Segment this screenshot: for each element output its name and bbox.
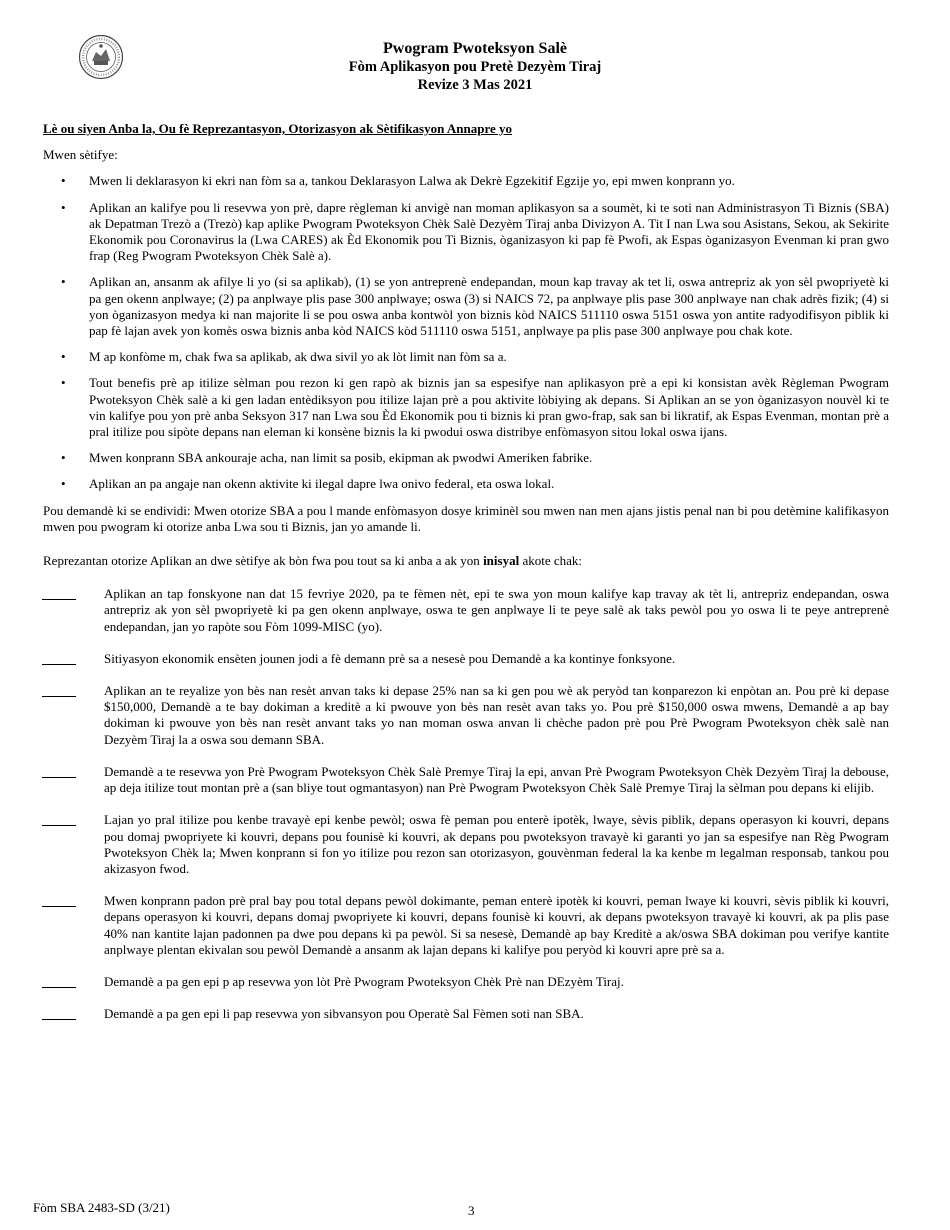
initial-blank-field[interactable]: [42, 1019, 76, 1020]
list-item: • Aplikan an kalifye pou li resevwa yon prè, dapre règleman ki anvigè nan moman aplikasyon sa a soumèt, ki te soti nan Administrasyon Ti Biznis (SBA) ak Depatman Trezò a (Trezò) kap aplike Pwogram Pwoteksyon Chèk Salè Dezyèm Tiraj anba Divizyon A. Tit I nan Lwa sou Asistans, Sekou, ak Sekirite Ekonomik pou Coronavirus la (Lwa CARES) ak Èd Ekonomik pou Ti Biznis, òganizasyon ki pap fè Pwofi, ak Espas òganizasyon Evenman ki pran gwo frap (Reg Pwogram Pwoteksyon Chèk Salè a).: [61, 199, 889, 264]
bullet-icon: •: [61, 349, 66, 365]
representative-paragraph: Reprezantan otorize Aplikan an dwe sètifye ak bòn fwa pou tout sa ki anba a ak yon inisyal akote chak:: [43, 553, 582, 569]
form-subtitle: Fòm Aplikasyon pou Pretè Dezyèm Tiraj: [348, 59, 602, 75]
initial-certification-item: Sitiyasyon ekonomik ensèten jounen jodi a fè demann prè sa a nesesè pou Demandè a ka kontinye fonksyone.: [43, 651, 889, 667]
certification-bullet-list: [43, 173, 889, 492]
bullet-icon: •: [61, 274, 66, 290]
bullet-icon: •: [61, 173, 66, 189]
initial-certification-item: Lajan yo pral itilize pou kenbe travayè epi kenbe pewòl; oswa fè peman pou enterè ipotèk, lwaye, sèvis piblik, depans operasyon ki kouvri, depans pou domaj pwopriyete ki kouvri, depans pou founisè ki kouvri, ak depans pou pwoteksyon travayè ki garanti yo jan sa espesifye nan Règ Pwogram Pwoteksyon Chèk la; Mwen konprann si fon yo itilize pou rezon san otorizasyon, gouvènman federal la ka kenbe m legalman responsab, tankou pou akizasyon fwod.: [43, 812, 889, 877]
initial-blank-field[interactable]: [42, 777, 76, 778]
initial-certification-item: Aplikan an te reyalize yon bès nan resèt anvan taks ki depase 25% nan sa ki gen pou wè ak peryòd tan konparezon ki enpòtan an. Pou prè ki depase $150,000, Demandè a te bay dokiman a kreditè a ki pwouve yon bès nan resèt avan taks yo. Pou prè $150,000 oswa mwens, Demandè a ap bay dokiman ki pwouve yon bès nan resèt anvant taks yo nan moman oswa anvan li chèche padon prè pou Prè Pwogram Pwoteksyon chèk salè nan Dezyèm Tiraj la a oswa sou demann SBA.: [43, 683, 889, 748]
individual-applicant-paragraph: Pou demandè ki se endividi: Mwen otorize SBA a pou l mande enfòmasyon dosye kriminèl sou mwen nan men ajans jistis penal nan bi pou detèmine kalifikasyon mwen pou pwogram ki otorize anba Lwa sou ti Biznis, jan yo amande li.: [43, 502, 889, 534]
initial-blank-field[interactable]: [42, 825, 76, 826]
list-item: • Tout benefis prè ap itilize sèlman pou rezon ki gen rapò ak biznis jan sa espesifye nan aplikasyon prè a epi ki konsistan avèk Règleman Pwogram Pwoteksyon Chèk salè a ki gen ladan entèdiksyon pou itilize lajan prè a pou aktivite lòbiying ak depans. Si Aplikan an se yon òganizasyon nouvèl ki te vin kalifye pou yon prè anba Seksyon 317 nan Lwa sou Èd Ekonomik pou ti biznis ki pran gwo-frap, sak san bi likratif, ak Espas Evenman, montan prè a pral itilize pou sipòte depans nan eleman ki konsène biznis la ki pwodui oswa distribye enfòmasyon sitou lokal oswa ijans.: [61, 375, 889, 440]
list-item: • Mwen li deklarasyon ki ekri nan fòm sa a, tankou Deklarasyon Lalwa ak Dekrè Egzekitif Egzije yo, epi mwen konprann yo.: [61, 173, 735, 189]
initial-blank-field[interactable]: [42, 987, 76, 988]
initial-certification-item: Aplikan an tap fonskyone nan dat 15 fevriye 2020, pa te fèmen nèt, epi te swa yon moun kalifye kap travay ak tèt li, antrepriz endepandan, oswa antrepriz ak yon sèl pwopriyetè ki pa gen okenn anplwaye, oswa te gen anplwaye li te peye salè ak taks pewòl pou yo oswa li te peye antreprenè endepandan, jan yo rapòte sou Fòm 1099-MISC (yo).: [43, 586, 889, 635]
form-header: [0, 40, 950, 94]
form-id-footer: Fòm SBA 2483-SD (3/21): [33, 1200, 170, 1215]
certify-intro: Mwen sètifye:: [43, 147, 118, 163]
bullet-icon: •: [61, 375, 66, 391]
list-item: • Aplikan an pa angaje nan okenn aktivite ki ilegal dapre lwa onivo federal, eta oswa lokal.: [61, 476, 555, 492]
section-title: Lè ou siyen Anba la, Ou fè Reprezantasyon, Otorizasyon ak Sètifikasyon Annapre yo: [43, 121, 513, 136]
initial-blank-field[interactable]: [42, 906, 76, 907]
initial-blank-field[interactable]: [42, 696, 76, 697]
list-item: • M ap konfòme m, chak fwa sa aplikab, ak dwa sivil yo ak lòt limit nan fòm sa a.: [61, 349, 507, 365]
form-body: [43, 121, 889, 1038]
list-item: • Mwen konprann SBA ankouraje acha, nan limit sa posib, ekipman ak pwodwi Ameriken fabrike.: [61, 450, 593, 466]
initial-certification-item: Demandè a pa gen epi p ap resevwa yon lòt Prè Pwogram Pwoteksyon Chèk Prè nan DEzyèm Tiraj.: [43, 974, 889, 990]
bullet-icon: •: [61, 476, 66, 492]
revision-date: Revize 3 Mas 2021: [417, 77, 533, 93]
bullet-icon: •: [61, 199, 66, 215]
list-item: • Aplikan an, ansanm ak afilye li yo (si sa aplikab), (1) se yon antreprenè endepandan, moun kap travay ak tet li, oswa antrepriz ak yon sèl pwopriyetè ki pa gen okenn anplwaye; (2) pa anplwaye plis pase 300 anplwaye; oswa (3) si NAICS 72, pa anplwaye plis pase 300 anplwaye nan chak adrès fizik; (4) si yon òganizasyon medya ki nan majorite li se pou oswa anba kontwòl yon biznis kòd NAICS 511110 oswa 5151 oswa yon antite radyodifisyon piblik ki pap fè lajan avek yon komès oswa biznis anba kòd NAICS kòd 511110 oswa 5151, anplwaye pa plis pase 300 anplwaye pou chak kote.: [61, 274, 889, 339]
page-number: 3: [468, 1203, 475, 1218]
initial-certification-item: Demandè a te resevwa yon Prè Pwogram Pwoteksyon Chèk Salè Premye Tiraj la epi, anvan Prè Pwogram Pwoteksyon Chèk Dezyèm Tiraj la debouse, ap deja itilize tout montan prè a (san bliye tout ogmantasyon) nan Prè Pwogram Pwoteksyon Chèk Salè Premye Tiraj la sèlman pou depans ki elijib.: [43, 764, 889, 796]
initial-blank-field[interactable]: [42, 599, 76, 600]
initial-certification-item: Mwen konprann padon prè pral bay pou total depans pewòl dokimante, peman enterè ipotèk ki kouvri, peman lwaye ki kouvri, sèvis piblik ki kouvri, depans operasyon ki kouvri, depans domaj pwopriyete ki kouvri, depans founisè ki kouvri, ak depans pwoteksyon travayè ki kouvri, ak pa plis pase 40% nan kantite lajan padonnen pa dwe pou depans ki pa pewòl. Si sa nesesè, Demandè ap bay Kreditè a ak/oswa SBA dokiman pou verifye kantite anplwaye plentan ekivalan sou pewòl Demandè a ansanm ak lajan depans ki kalifye pou peryòd ki kouvri apre prè sa a.: [43, 893, 889, 958]
bullet-icon: •: [61, 450, 66, 466]
program-title: Pwogram Pwoteksyon Salè: [383, 40, 567, 57]
initial-blank-field[interactable]: [42, 664, 76, 665]
initial-certification-item: Demandè a pa gen epi li pap resevwa yon sibvansyon pou Operatè Sal Fèmen soti nan SBA.: [43, 1006, 889, 1022]
